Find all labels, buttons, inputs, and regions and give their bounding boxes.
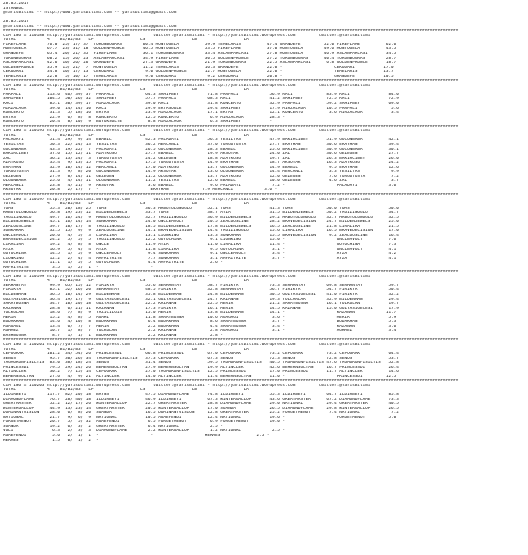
- report-line: GOZYASIGECESI 36.4 19/ 17/ 9 GOZYASIGECESI 32.1 GOZYASIGECESI 24.7 KAZANAN 19.3 YOLLARLAR 32.9 BILDENMAN 29.4: [3, 297, 399, 302]
- report-line: UNCLEMVOLT 20.6 4/ 5/ 3 LIRALIRA 13.1 LIONKING 13.3 SONKAHAR 15.5 BRAVEDECISION 9.2 ZEALOUSLINE 16.4: [3, 233, 399, 238]
- report-line: OLGUNBABA 25.6 4/ 14/ 11 OLGUNBABA 11.2 YESILTAS 12.6 EBABIL 10.0 GEZEGEN 4.6 ZAL 3.7: [3, 179, 399, 184]
- report-line: LIRALIRA 19.2 4/ 8/ 8 UNCLE 11.9 AYZA 11.0 LIRALIRA 11.4 - GOYOCHINA 7.3: [3, 242, 397, 247]
- report-line: TURGUTUSTA 31.3 9/ 8/ 20 GUCUNBABA 14.9 AKSOYAK 13.6 OLGUNBABA 14.4 MERCANLI 3.3 YESILTAS 9.9: [3, 170, 399, 175]
- report-line: TORUNBUGRAS 60.2 15/ 26/ 23 ASLANPARCASI 34.9 FIREFLAME 30.5 GOLDENPRUNCE 27.2 TORUNBUGRAS 40.4 TORUNBUGRAS 28.7: [3, 56, 397, 61]
- race-header-line: CIM ING = 110199 http://yarisbilimi.wordpress.com twitter:@YarisBilimi - http://yarisbilimi.wordpress.com twitter:@YarisBilimi: [3, 274, 371, 279]
- report-line: ERAYHAN 32.9 10/ 14/ 12 MERCANLI 17.0 AZATKUSU 13.7 GUCUNBABA 14.9 EBABIL 9.5 ERAYHAN 12.6: [3, 165, 399, 170]
- report-line: YESILTAS 50.3 22/ 24/ 13 YESILTAS 36.2 MERCANLI 37.0 TURGUTUSTA 27.7 ERAYHAN 30.6 ERAYHAN 39.4: [3, 142, 399, 147]
- column-header-line: TOTAL % B1/B2/B3 LP LS LB LA: [3, 133, 249, 138]
- report-line: GOLDENPRUNCE 35.9 15/ 21/ 7 MONTOGELA 11.2 TEMELARIS 16.3 GRANDEFE 22.0 - CEKODARI 17.0: [3, 65, 394, 70]
- report-line: TEMELARIS 22.8 5/ 10/ 17 TEMELARIS 9.0 CEKODARI 9.2 CEKODARI 20.8 - GRANDEFE 10.5: [3, 74, 394, 79]
- separator-line: ################################################################################################################################################################################: [3, 379, 459, 384]
- report-line: FIRIKYA 85.1 52/ 16/ 20 SERHANTAY 48.5 FIRIKYA 32.8 SERHANTAY 56.7 FIRIKYA 54.7 FIRIKYA 50.4: [3, 288, 399, 293]
- report-line: GEZEGEN 27.9 8/ 14/ 11 GEZEGEN 11.2 OLGUNBABA 13.7 AZATKUSU 12.0 GEZEGEN 7.6 TURGUTUSTA 7.2: [3, 174, 399, 179]
- report-line: AYZA 16.9 5/ 4/ 4 AYZA 11.8 LIRALIRA 9.5 GOYOCHINA 3.1 - UNCLEMVOLT 4.1: [3, 247, 397, 252]
- report-line: ILDIRBEYI 117.7 82/ 20/ 18 BAYNS 47.5 DIAMONDFLAME 74.8 ILDIRBEYI 55.3 ILDIRBEYI 64.7 ILDIRBEYI 85.8: [3, 393, 399, 398]
- report-line: BUDAKHAN 14.6 4/ 10/ 8 BUDAKHAN 6.4 BUDAKHAN 8.6 SARAYBOSNA 3.7 - BUDAKHAN 5.3: [3, 320, 397, 325]
- report-line: YAGIZINOGLU 49.7 16/ 24/ 9 HABUTULUNOGLU 32.7 YAGIZINOGLU 36.9 BILDENJEWELS 29.2 HABUTULUNOGLU 32.7 HABUTULUNOGLU 32.5: [3, 215, 399, 220]
- report-line: BAKIRCIBEY 37.6 15/ 12/ 11 AZATKUSU 27.7 EBABIL 19.9 AKSOYAK 24.0 ZAL 30.6 GEZEGEN 27.7: [3, 152, 399, 157]
- report-line: ZAL 36.2 13/ 24/ 3 TURGUTUSTA 24.2 GEZEGEN 18.8 AZATKUSU 19.7 ZAL 26.3 BAKIRCIBEY 26.0: [3, 156, 399, 161]
- report-line: SARAYBOSNA 34.7 10/ 20/ 18 GOZYASIGECESI 22.2 KAZANAN 22.5 MERIR 21.2 SARAYBOSNA 16.1 YOLKULAN 19.7: [3, 302, 399, 307]
- report-line: HABUTULUNOGLU 56.8 19/ 23/ 12 BILDENJEWELS 33.7 TOMS 38.7 AYZA 31.5 BILDENJEWELS 50.2 YAGIZINOGLU 34.7: [3, 211, 399, 216]
- report-line: YOLKULAN 18.6 7/ 8/ 9 YAZICILGIS 15.0 MERIR 13.8 BILDENMAN 14.1 - KAZANAN 11.7: [3, 311, 397, 316]
- report-line: PRINCESSDI 79.5 29/ 24/ 26 BEHERNSULTAN 27.9 BEHERNSULTAN 19.9 ALTINCLEK 42.6 BEHERNSULTAN 16.7 PRINCESSDI 26.4: [3, 365, 399, 370]
- column-header-line: TOTAL % B1/B2/B3 LP LS LB LA: [3, 38, 249, 43]
- report-line: MIRZALAGA 39.0 14/ 14/ 10 RACI 29.9 ERTASOULE 29.4 SAHIPBEY 17.9 MIRZALAGA 10.5 PARPALI 5.6: [3, 106, 399, 111]
- report-line: MONTOGELA 67.7 23/ 31/ 18 GOLDENPRUNCE 46.5 MONTOGELA 53.5 FIREFLAME 37.0 MONTOGELA 49.6 MONTOGELA 43.5: [3, 47, 397, 52]
- race-header-line: CIM ING = 110203 http://yarisbilimi.wordpress.com twitter:@YarisBilimi - http://yarisbilimi.wordpress.com twitter:@YarisBilimi: [3, 383, 371, 388]
- report-line: VOLI 6.3 2/ 3/ 3 DIAMONDFLAME 2.2 WINTERGALLOP 1.2 NATIONAL 2.5 -: [3, 429, 285, 434]
- race-header-line: CIM ING = 110195 http://yarisbilimi.wordpress.com twitter:@YarisBilimi - http://yarisbilimi.wordpress.com twitter:@YarisBilimi: [3, 129, 371, 134]
- header-date-repeat: 28.05.2017: [3, 20, 29, 25]
- report-line: CEPOGRAK 101.2 34/ 54/ 26 PRINCESSDI 66.8 PRINCESSDI 67.0 CEPOGRAK 73.2 CEPOGRAK 73.2 CEPOGRAK 64.4: [3, 352, 399, 357]
- report-line: KONCERTO 20.4 8/ 10/ 9 BUYUKSOLTE 8.8 MIRZALAGA 6.3 SAHIPBEY -: [3, 120, 273, 125]
- report-line: NATIONAL 21.7 9/ 6/ 9 NATIONAL 10.5 AGAEFENDI 12.4 NATIONAL 19.6 - FORGETMENOT 5.0: [3, 415, 397, 420]
- report-line: KAZANAN 28.8 6/ 21/ 11 KAZANAN 17.3 FIRIKYA 16.1 MERIR 14.5 KAZANAN 15.0 GOZYASIGECESI 17.9: [3, 306, 399, 311]
- report-line: AGAGAGI 13.4 6/ 7/ 7 MERIR 2.2 BUDAKHAN 4.4 SARAYBOSNA 3.4 - KAZANAN 3.6: [3, 324, 397, 329]
- report-line: FIREFLAME 76.0 25/ 17/ 37 TORUNBUGRAS 60.4 MONTOGELA 59.9 TEMELARIS 47.4 GRANDEFE 52.0 FIREFLAME 62.6: [3, 42, 397, 47]
- report-line: GREATMASTER 52.2 12/ 17/ 26 WINTERGALLOP 22.7 GREATMASTER 28.8 DIAMONDFLAME 29.0 NATIONAL 29.4 GREATMASTER 40.5: [3, 402, 399, 407]
- separator-line: ################################################################################################################################################################################: [3, 192, 459, 197]
- report-line: DOMINANTVISION 28.0 6/ 8/ 20 SUANDA 16.5 DOMINANTVISION 12.8 GREATMASTER 25.2 FORGETMENOT 7.4 NATIONAL 7.2: [3, 411, 399, 416]
- report-line: TAGMURUNFISILTIS 83.0 38/ 18/ 24 SENOS 31.4 SENOS 59.5 TAGMURUNFISILTIS 40.5 TAGMURUNFISILTIS 47.6 TAGMURUNFISILTIS 52.8: [3, 361, 399, 366]
- report-line: ERTAS 22.9 6/ 8/ 8 KONCERTO 12.5 KONCERTO 6.9 MIRZALAGA 28.3 -: [3, 115, 285, 120]
- report-line: AMFRITRITE 3.5 1/ 2/ 1 - -: [3, 265, 154, 270]
- report-line: GRANDEFE 65.4 20/ 21/ 35 FIREFLAME 36.1 TORUNBUGRAS 33.4 ASLANPARCASI 27.8 MONTOGELA 46.9 ASLANPARCASI 34.5: [3, 52, 397, 57]
- report-line: AKSOYAK 20.8 2/ 17/ 7 - ERAYHAN 7.9 MERCANLI 3.6 -: [3, 188, 278, 193]
- report-line: GOYOCHINA 14.5 1/ 5/ 9 UNCLEMVOLT 9.4 SONKAHAR 9.1 UNCLEMVOLT 3.4 - AYZA 4.2: [3, 252, 397, 257]
- report-line: AZATKUSU 35.4 9/ 13/ 15 PALADAYI 17.5 TURGUTUSTA 14.9 ERAYHAN 18.7 AKSOYAK 16.3 AZATKUSU 24.2: [3, 161, 399, 166]
- report-line: ALTINCLEK 30.2 7/ 15/ 14 CEPOGRAK 27.0 TAGMURUNFISILTIS 12.5 PRINCESSDI 17.0 PRINCESSDI 11.7 ALTINCLEK 14.6: [3, 370, 399, 375]
- header-city: ISTANBUL: [3, 6, 24, 11]
- report-line: WINTERGALLOP 44.9 13/ 23/ 14 GREATMASTER 20.5 WINTERGALLOP 17.0 SUANDA 26.5 DIAMONDFLAME 29.8 WINTERGALLOP 26.5: [3, 406, 399, 411]
- race-header-line: CIM ING = 110197 http://yarisbilimi.wordpress.com twitter:@YarisBilimi - http://yarisbilimi.wordpress.com twitter:@YarisBilimi: [3, 197, 371, 202]
- column-header-line: TOTAL % B1/B2/B3 LP LS LB LA: [3, 279, 249, 284]
- header-signature-repeat: @YarisBilimi -- http://www.yarisbilimi.com -- yarisbilimi@gmail.com: [3, 24, 177, 29]
- report-line: BASHBOSNA 8.7 1/ 1/ 1 BUDAKHAN 2.2 KAZANAN 2.8 -: [3, 333, 223, 338]
- report-line: RACI 85.1 30/ 39/ 17 MIRZALAGA 39.0 RACI 31.8 KONCERTO 32.9 PARPALI 59.2 SAHIPBEY 69.0: [3, 102, 399, 107]
- report-line: SERHANTAY 99.9 65/ 15/ 12 FIRIKYA 55.6 SERHANTAY 58.7 FIRIKYA 73.3 SERHANTAY 69.8 SERHANTAY 59.7: [3, 283, 399, 288]
- report-line: ZEALOUSLINE 39.7 10/ 17/ 8 YAGIZINOGLU 18.5 BILDENJEWELS 17.8 BILDENJEWELS 16.5 ZEALOUSLINE 21.8 LIRALIRA 21.5: [3, 224, 399, 229]
- report-line: GUCUNBABA 43.3 19/ 22/ 7 PALADAYI 26.5 GUCUNBABA 28.3 EBABIL 25.6 BAKIRCIBEY 30.9 GUCUNBABA 30.1: [3, 147, 399, 152]
- report-line: AGAEFENDI 5.6 2/ 1/ 1 - - HERMES 2.5 -: [3, 433, 270, 438]
- report-line: BILDENJEWELS 45.1 16/ 14/ 14 SONKAHAR 24.0 UNCLEMVOLT 20.5 ZEALOUSLINE 28.2 BRAVEDECISION 24.7 BILDENJEWELS 25.0: [3, 220, 399, 225]
- report-line: SENOS 95.7 30/ 26/ 34 TAGMURUNFISILTIS 37.3 CEPOGRAK 67.3 SENOS 72.3 SENOS 72.8 SENOS 53.7: [3, 356, 399, 361]
- report-line: LIONKING 12.2 2/ 4/ 4 AMFRITRITE 7.7 SONKAHAR 3.1 AMFRITRITE 3.7 - AYZA 4.1: [3, 256, 397, 261]
- report-line: ASLANPARCASI 42.6 10/ 26/ 26 GRANDEFE 27.3 GRANDEFE 21.9 TORUNBUGRAS 22.5 ASLANPARCASI 6.8 GOLDENPRUNCE 18.7: [3, 61, 397, 66]
- header-signature: @YarisBilimi -- http://www.yarisbilimi.com -- yarisbilimi@gmail.com: [3, 11, 177, 16]
- report-line: CEKODARI 34.8 10/ 17/ 13 CEKODARI 9.0 GOLDENPRUNCE 12.7 MONTOGELA 22.0 - TEMELARIS 13.7: [3, 70, 394, 75]
- report-line: DIAMONDFLAME 76.7 28/ 40/ 18 ILDIRBEYI 46.9 ILDIRBEYI 67.3 WINTERGALLOP 43.6 GREATMASTER 67.2 DIAMONDFLAME 73.3: [3, 397, 399, 402]
- column-header-line: TOTAL % B1/B2/B3 LP LS LB LA: [3, 88, 249, 93]
- report-line: MERCANLI 23.8 4/ 21/ 9 AKSOYAK 3.6 EBABIL 9.6 PALADAYI 7.2 - PALADAYI 3.6: [3, 183, 397, 188]
- column-header-line: TOTAL % B1/B2/B3 LP LS LB LA: [3, 388, 249, 393]
- report-line: HERMES 1.5 0/ 1/ 2 -: [3, 438, 99, 443]
- report-line: GOYOCHINA 11.1 1/ 5/ 5 GOYOCHINA 4.4 AMFRITRITE 2.6 -: [3, 261, 223, 266]
- race-header-line: CIM ING = 110188 http://yarisbilimi.wordpress.com twitter:@YarisBilimi - http://yarisbilimi.wordpress.com twitter:@YarisBilimi: [3, 33, 371, 38]
- report-line: KONCERTO 31.3 5/ 18/ 16 ERTAS 23.9 MIRZALAGA 17.1 ERTAS 12.1 KONCERTO 3.6 MIRZALAGA 3.4: [3, 111, 399, 116]
- column-header-line: TOTAL % B1/B2/B3 LP LS LB LA: [3, 202, 249, 207]
- race-header-line: CIM ING = 110192 http://yarisbilimi.wordpress.com twitter:@YarisBilimi - http://yarisbilimi.wordpress.com twitter:@YarisBilimi: [3, 83, 371, 88]
- race-header-line: CIM ING = 110201 http://yarisbilimi.wordpress.com twitter:@YarisBilimi - http://yarisbilimi.wordpress.com twitter:@YarisBilimi: [3, 343, 371, 348]
- header-date: 28.05.2017: [3, 2, 29, 6]
- report-line: SONKAHAR 32.5 15/ 9/ 9 ZEALOUSLINE 14.1 BRAVEDECISION 14.4 YAGIZINOGLU 15.6 LIRALIRA 16.5 BRAVEDECISION 17.0: [3, 229, 399, 234]
- report-line: MERIR 15.2 4/ 8/ 5 AGAHI 11.8 SARAYBOSNA 10.6 AGAGAGI 3.6 - MERIR 5.9: [3, 315, 397, 320]
- column-header-line: TOTAL % B1/B2/B3 LP LS LB LA: [3, 347, 249, 352]
- report-line: AGHMEZ 10.7 1/ 8/ 7 YOLKULAN 2.2 KAZANAN 2.8 AGAGAGI 3.1 - AGHMEZ 3.4: [3, 329, 397, 334]
- report-line: BILDENMAN 36.5 10/ 14/ 29 BILDENMAN 35.8 BILDENMAN 24.8 BILDENMAN 30.5 GOZYASIGECESI 41.0 FIRIKYA 32.2: [3, 293, 399, 297]
- report-line: SAHIPBEY 104.5 50/ 26/ 32 SAHIPBEY 57.7 PARPALI 68.3 RACI 41.2 SAHIPBEY 72.5 RACI 72.9: [3, 97, 399, 102]
- report-line: TOMS 55.3 20/ 18/ 25 TOMS 36.3 HABUTULUNOGLU 52.1 TOMS 41.3 TOMS 50.0 TOMS 50.0: [3, 206, 399, 211]
- report-body: [3, 29, 525, 443]
- separator-line: ################################################################################################################################################################################: [3, 338, 459, 343]
- report-line: FORGETMENOT 20.7 5/ 5/ 32 AGAEFENDI 6.5 FORGETMENOT 6.9 FORGETMENOT 19.0 -: [3, 420, 285, 425]
- separator-line: ################################################################################################################################################################################: [3, 124, 459, 129]
- report-line: PARPALI 113.6 46/ 39/ 37 PARPALI 64.3 SAHIPBEY 71.8 PARPALI 56.9 RACI 83.9 RACI 84.0: [3, 92, 399, 97]
- report-line: BRAVEDECISION 24.2 5/ 5/ 5 YAGIZINOGLU 12.2 GOYOCHINA 9.1 LIONKING 15.0 - UNCLEMVOLT 7.6: [3, 238, 397, 243]
- separator-line: ################################################################################################################################################################################: [3, 270, 459, 275]
- report-line: PALADAYI 51.4 29/ 9/ 14 EBABIL 42.3 PALADAYI 56.3 YESILTAS 47.9 BAKIRCIBEY 51.9 GUCUNBABA 42.1: [3, 138, 399, 143]
- separator-line: ################################################################################################################################################################################: [3, 79, 459, 84]
- report-line: BEHERNSULTAN 27.6 4/ 9/ 21 ALTINCLEK 14.0 ALTINCLEK 11.4 BEHERNSULTAN 11.0 - PRINCESSDI 12.5: [3, 374, 397, 379]
- separator-line: ################################################################################################################################################################################: [3, 29, 459, 34]
- report-line: SUANDA 19.2 6/ 3/ 2 GREATMASTER 6.4 NATIONAL 2.5 -: [3, 424, 223, 429]
